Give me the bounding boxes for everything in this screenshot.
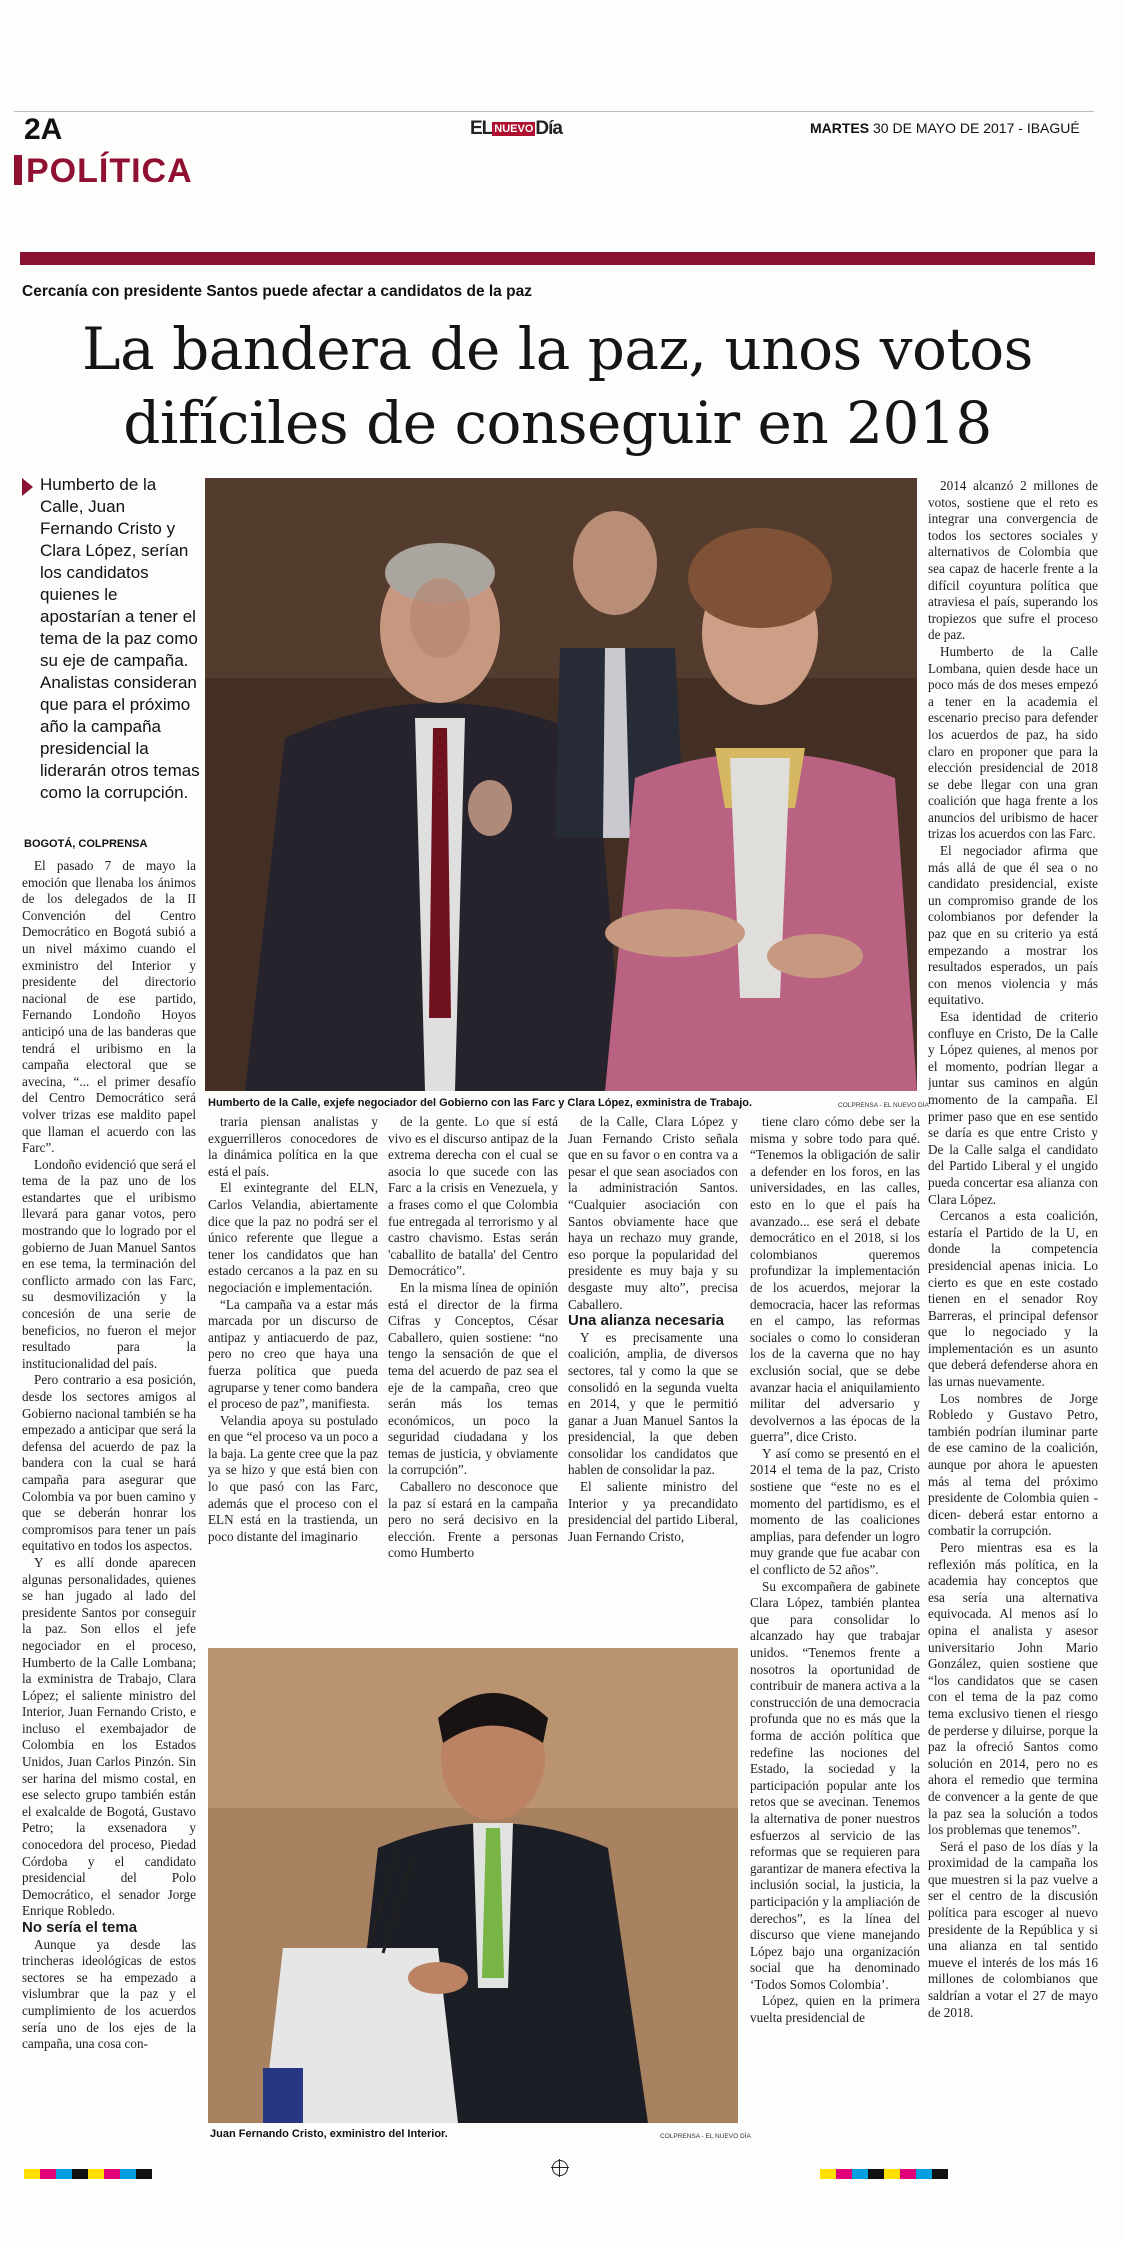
photo-illustration-2 [208,1648,738,2123]
dateline-day: MARTES [810,120,870,136]
section-title: POLÍTICA [14,152,193,191]
photo2-caption: Juan Fernando Cristo, exministro del Interior. [210,2128,448,2140]
paragraph: Y así como se presentó en el 2014 el tema de la paz, Cristo sostiene que “este no es el momento del partidismo, es el momento de las coaliciones amplias, para defender un logro muy grande que fue acabar con el conflicto de 52 años”. [750,1445,920,1578]
paragraph: En la misma línea de opinión está el director de la firma Cifras y Conceptos, César Caballero, quien sostiene: “no tengo la sensación de que el tema del acuerdo de paz sea el eje de la campaña, creo que serán más los temas económicos, un poco la seguridad ciudadana y los temas de justicia, y obviamente la corrupción”. [388,1279,558,1478]
article-headline [20,312,1095,460]
lead-marker-icon [22,478,33,496]
paragraph: 2014 alcanzó 2 millones de votos, sostiene que el reto es integrar una convergencia de todos los sectores sociales y alternativos de Colombia que sea capaz de hacerle frente a la difícil coyuntura política que atraviesa el país, superando los tropiezos que sufre el proceso de paz. [928,478,1098,643]
article-column-5 [750,1114,920,2159]
article-column-3 [388,1114,558,1644]
paragraph: Y es allí donde aparecen algunas personalidades, quienes se han jugado al lado del presidente Santos por conseguir la paz. Son ellos el jefe negociador en el proceso, Humberto de la Calle Lombana; la exministra de Trabajo, Clara López; el saliente ministro del Interior, Juan Fernando Cristo, e incluso el exembajador de Colombia en los Estados Unidos, Juan Carlos Pinzón. Sin ser harina del mismo costal, en ese selecto grupo también están el exalcalde de Bogotá, Gustavo Petro; la exsenadora y conocedora del proceso, Piedad Córdoba y el candidato presidencial del Polo Democrático, el senador Jorge Enrique Robledo. [22,1554,196,1919]
article-column-1 [22,858,196,2156]
paragraph: Pero contrario a esa posición, desde los sectores amigos al Gobierno nacional también se ha empezado a anticipar que será la defensa del acuerdo de paz la bandera con la cual se hará campaña para asegurar que Colombia va por buen camino y que se deberán honrar los compromisos para tener un país equitativo en todos los aspectos. [22,1372,196,1554]
photo-de-la-calle-lopez [205,478,917,1091]
paragraph: Londoño evidenció que será el tema de la paz uno de los estandartes que el uribismo llevará para ganar votos, pero mostrando que lo logrado por el gobierno de Juan Manuel Santos en ese tema, la terminación del conflicto armado con las Farc, su desmovilización y la concesión de una serie de beneficios, no fueron el mejor resultado para la institucionalidad del país. [22,1156,196,1371]
paragraph: El exintegrante del ELN, Carlos Velandia, abiertamente dice que la paz no podrá ser el único referente que llegue a tener los candidatos que han estado cercanos a la paz en su negociación e implementación. [208,1180,378,1295]
paragraph: López, quien en la primera vuelta presidencial de [750,1993,920,2026]
headline-line-1: La bandera de la paz, unos votos [82,315,1033,383]
page-number: 2A [24,113,63,146]
paragraph: Cercanos a esta coalición, estaría el Partido de la U, en donde la competencia presidencial apenas inicia. Lo cierto es que en este costado tienen en el senador Roy Barreras, el principal defensor que lo negociado y la implementación es un asunto que deberá defenderse ahora en las urnas nuevamente. [928,1208,1098,1390]
masthead-logo [470,118,562,140]
photo1-caption: Humberto de la Calle, exjefe negociador del Gobierno con las Farc y Clara López, exministra de Trabajo. [208,1097,753,1109]
article-column-4 [568,1114,738,1644]
paragraph: Caballero no desconoce que la paz sí estará en la campaña pero no será decisivo en la elección. Frente a personas como Humberto [388,1479,558,1561]
paragraph: Y es precisamente una coalición, amplia, de diversos sectores, tal y como la que se consolidó en la segunda vuelta en 2014, y que le permitió ganar a Juan Manuel Santos la presidencial, la que deben consolidar los candidatos que hablen de consolidar la paz. [568,1329,738,1478]
paragraph: El negociador afirma que más allá de que él sea o no candidato presidencial, existe un compromiso grande de los colombianos por defender la paz que en su criterio ya está empezando a mostrar los resultados esperados, un país con menos violencia y más equitativo. [928,843,1098,1008]
photo-illustration [205,478,917,1091]
article-column-2 [208,1114,378,1644]
paragraph: “La campaña va a estar más marcada por un discurso de antipaz y antiacuerdo de paz, pero no creo que haya una fuerza política que pueda agruparse y tener como bandera el proceso de paz”, manifiesta. [208,1296,378,1412]
paragraph: traria piensan analistas y exguerrilleros conocedores de la dinámica política en la que está el país. [208,1114,378,1179]
paragraph: Aunque ya desde las trincheras ideológicas de estos sectores se ha empezado a vislumbrar que la paz y el cumplimiento de los acuerdos sería uno de los ejes de la campaña, una cosa con- [22,1936,196,2052]
masthead-nuevo: NUEVO [494,122,534,135]
headline-line-2: difíciles de conseguir en 2018 [123,389,992,457]
paragraph: El saliente ministro del Interior y ya precandidato presidencial del partido Liberal, Juan Fernando Cristo, [568,1479,738,1544]
paragraph: Esa identidad de criterio confluye en Cristo, De la Calle y López quienes, al menos por el momento, podrían llegar a juntar sus caminos en algún momento de la campaña. El primer paso que en ese sentido se daría es que entre Cristo y De la Calle salga el candidato del Partido Liberal y el ungido pueda concertar esa alianza con Clara López. [928,1009,1098,1207]
dateline [810,120,1080,136]
photo2-credit: COLPRENSA - EL NUEVO DÍA [660,2133,751,2140]
paragraph: Pero mientras esa es la reflexión más política, en la academia hay conceptos que esa sería una alternativa equivocada. Al menos así lo opina el analista y asesor universitario John Mario González, quien sostiene que “los candidatos que se casen con el tema de la paz como tema exclusivo tienen el riesgo de perderse y diluirse, porque la paz la ofreció Santos como solución en 2014, pero no es ahora el remedio que termina de convencer a la gente de que la paz sea la solución a todos los problemas que tenemos”. [928,1540,1098,1838]
article-byline: BOGOTÁ, COLPRENSA [24,838,148,850]
subhead-no-seria: No sería el tema [22,1919,138,1936]
color-bar-right [820,2166,948,2176]
registration-mark-icon [552,2160,568,2176]
masthead-el: EL [470,118,493,139]
paragraph: Humberto de la Calle Lombana, quien desde hace un poco más de dos meses empezó a tener en la academia el escenario preciso para defender los acuerdos de paz, ha sido claro en proponer que para la elección presidencial de 2018 se debe llegar con una gran coalición que haga frente a los anuncios del uribismo de hacer trizas los acuerdos con las Farc. [928,643,1098,842]
article-kicker: Cercanía con presidente Santos puede afectar a candidatos de la paz [22,283,532,300]
paragraph: El pasado 7 de mayo la emoción que llenaba los ánimos de los delegados de la II Convención del Centro Democrático en Bogotá subió a un nivel máximo cuando el exministro del Interior y presidente del directorio nacional de ese partido, Fernando Londoño Hoyos anticipó una de las banderas que tendrá el uribismo en la campaña electoral que se avecina, “... el primer desafío del Centro Democrático será volver trizas ese maldito papel que llaman el acuerdo con las Farc”. [22,858,196,1156]
photo1-credit: COLPRENSA - EL NUEVO DÍA [838,1102,929,1109]
section-bar [20,252,1095,265]
paragraph: Los nombres de Jorge Robledo y Gustavo Petro, también podrían iluminar parte de ese camino de la coalición, aunque por ahora le apuesten más al tema del próximo presidente de Colombia quien -dicen- deberá estar entorno a combatir la corrupción. [928,1390,1098,1539]
photo-cristo [208,1648,738,2123]
article-column-6 [928,478,1098,2160]
dateline-date: 30 DE MAYO DE 2017 - IBAGUÉ [873,120,1080,136]
subhead-alianza: Una alianza necesaria [568,1312,724,1330]
paragraph: Su excompañera de gabinete Clara López, también plantea que para consolidar lo alcanzado hay que trabajar unidos. “Tenemos frente a nosotros la oportunidad de contribuir de manera activa a la construcción de una democracia profunda que no es más que la forma de acción política que redefine las nociones del Estado, la sociedad y la participación popular ante los retos que se avecinan. Tenemos la alternativa de poner nuestros esfuerzos al servicio de las reformas que se requieren para garantizar de manera efectiva la inclusión social, la justicia, la participación y la ampliación de derechos”, es la línea del discurso que viene manejando López bajo una organización social que ha denominado ‘Todos Somos Colombia’. [750,1578,920,1992]
masthead-dia: Día [535,118,562,139]
paragraph: de la Calle, Clara López y Juan Fernando Cristo señala que en su favor o en contra va a pesar el que sean asociados con la administración Santos. “Cualquier asociación con Santos obviamente hace que haya un rechazo muy grande, eso porque la popularidad del presidente es muy baja y su desgaste muy alto”, precisa Caballero. [568,1114,738,1312]
paragraph: tiene claro cómo debe ser la misma y sobre todo para qué. “Tenemos la obligación de salir a defender en los foros, en las universidades, en las calles, esto en lo que el país ha avanzado... ese será el debate democrático en el 2018, si los colombianos queremos profundizar la implementación de los acuerdos, mejorar la democracia, hacer las reformas en el campo, las reformas sociales o como lo consideran los de la caverna que no hay exclusión social, que se debe avanzar hacia el aniquilamiento militar del adversario y devolvernos a las épocas de la guerra”, dice Cristo. [750,1114,920,1445]
color-bar-left [24,2166,152,2176]
article-lead: Humberto de la Calle, Juan Fernando Cristo y Clara López, serían los candidatos quienes le apostarían a tener el tema de la paz como su eje de campaña. Analistas consideran que para el próximo año la campaña presidencial la liderarán otros temas como la corrupción. [40,475,200,802]
paragraph: Será el paso de los días y la proximidad de la campaña los que muestren si la paz vuelve a ser el centro de la discusión política para escoger al nuevo presidente de la República y si una alianza en tal sentido mueve el interés de los más 16 millones de colombianos que saldrían a votar el 27 de mayo de 2018. [928,1838,1098,2020]
paragraph: de la gente. Lo que sí está vivo es el discurso antipaz de la extrema derecha con el cual se asocia lo que sucede con las Farc a la crisis en Venezuela, y a frases como el que Colombia fue entregada al terrorismo y al castro chavismo. Estas serán 'caballito de batalla' del Centro Democrático”. [388,1114,558,1279]
paragraph: Velandia apoya su postulado en que “el proceso va un poco a la baja. La gente cree que la paz ya se hizo y que está bien con lo que pasó con las Farc, además que el proceso con el ELN está en la trastienda, un poco distante del imaginario [208,1412,378,1544]
